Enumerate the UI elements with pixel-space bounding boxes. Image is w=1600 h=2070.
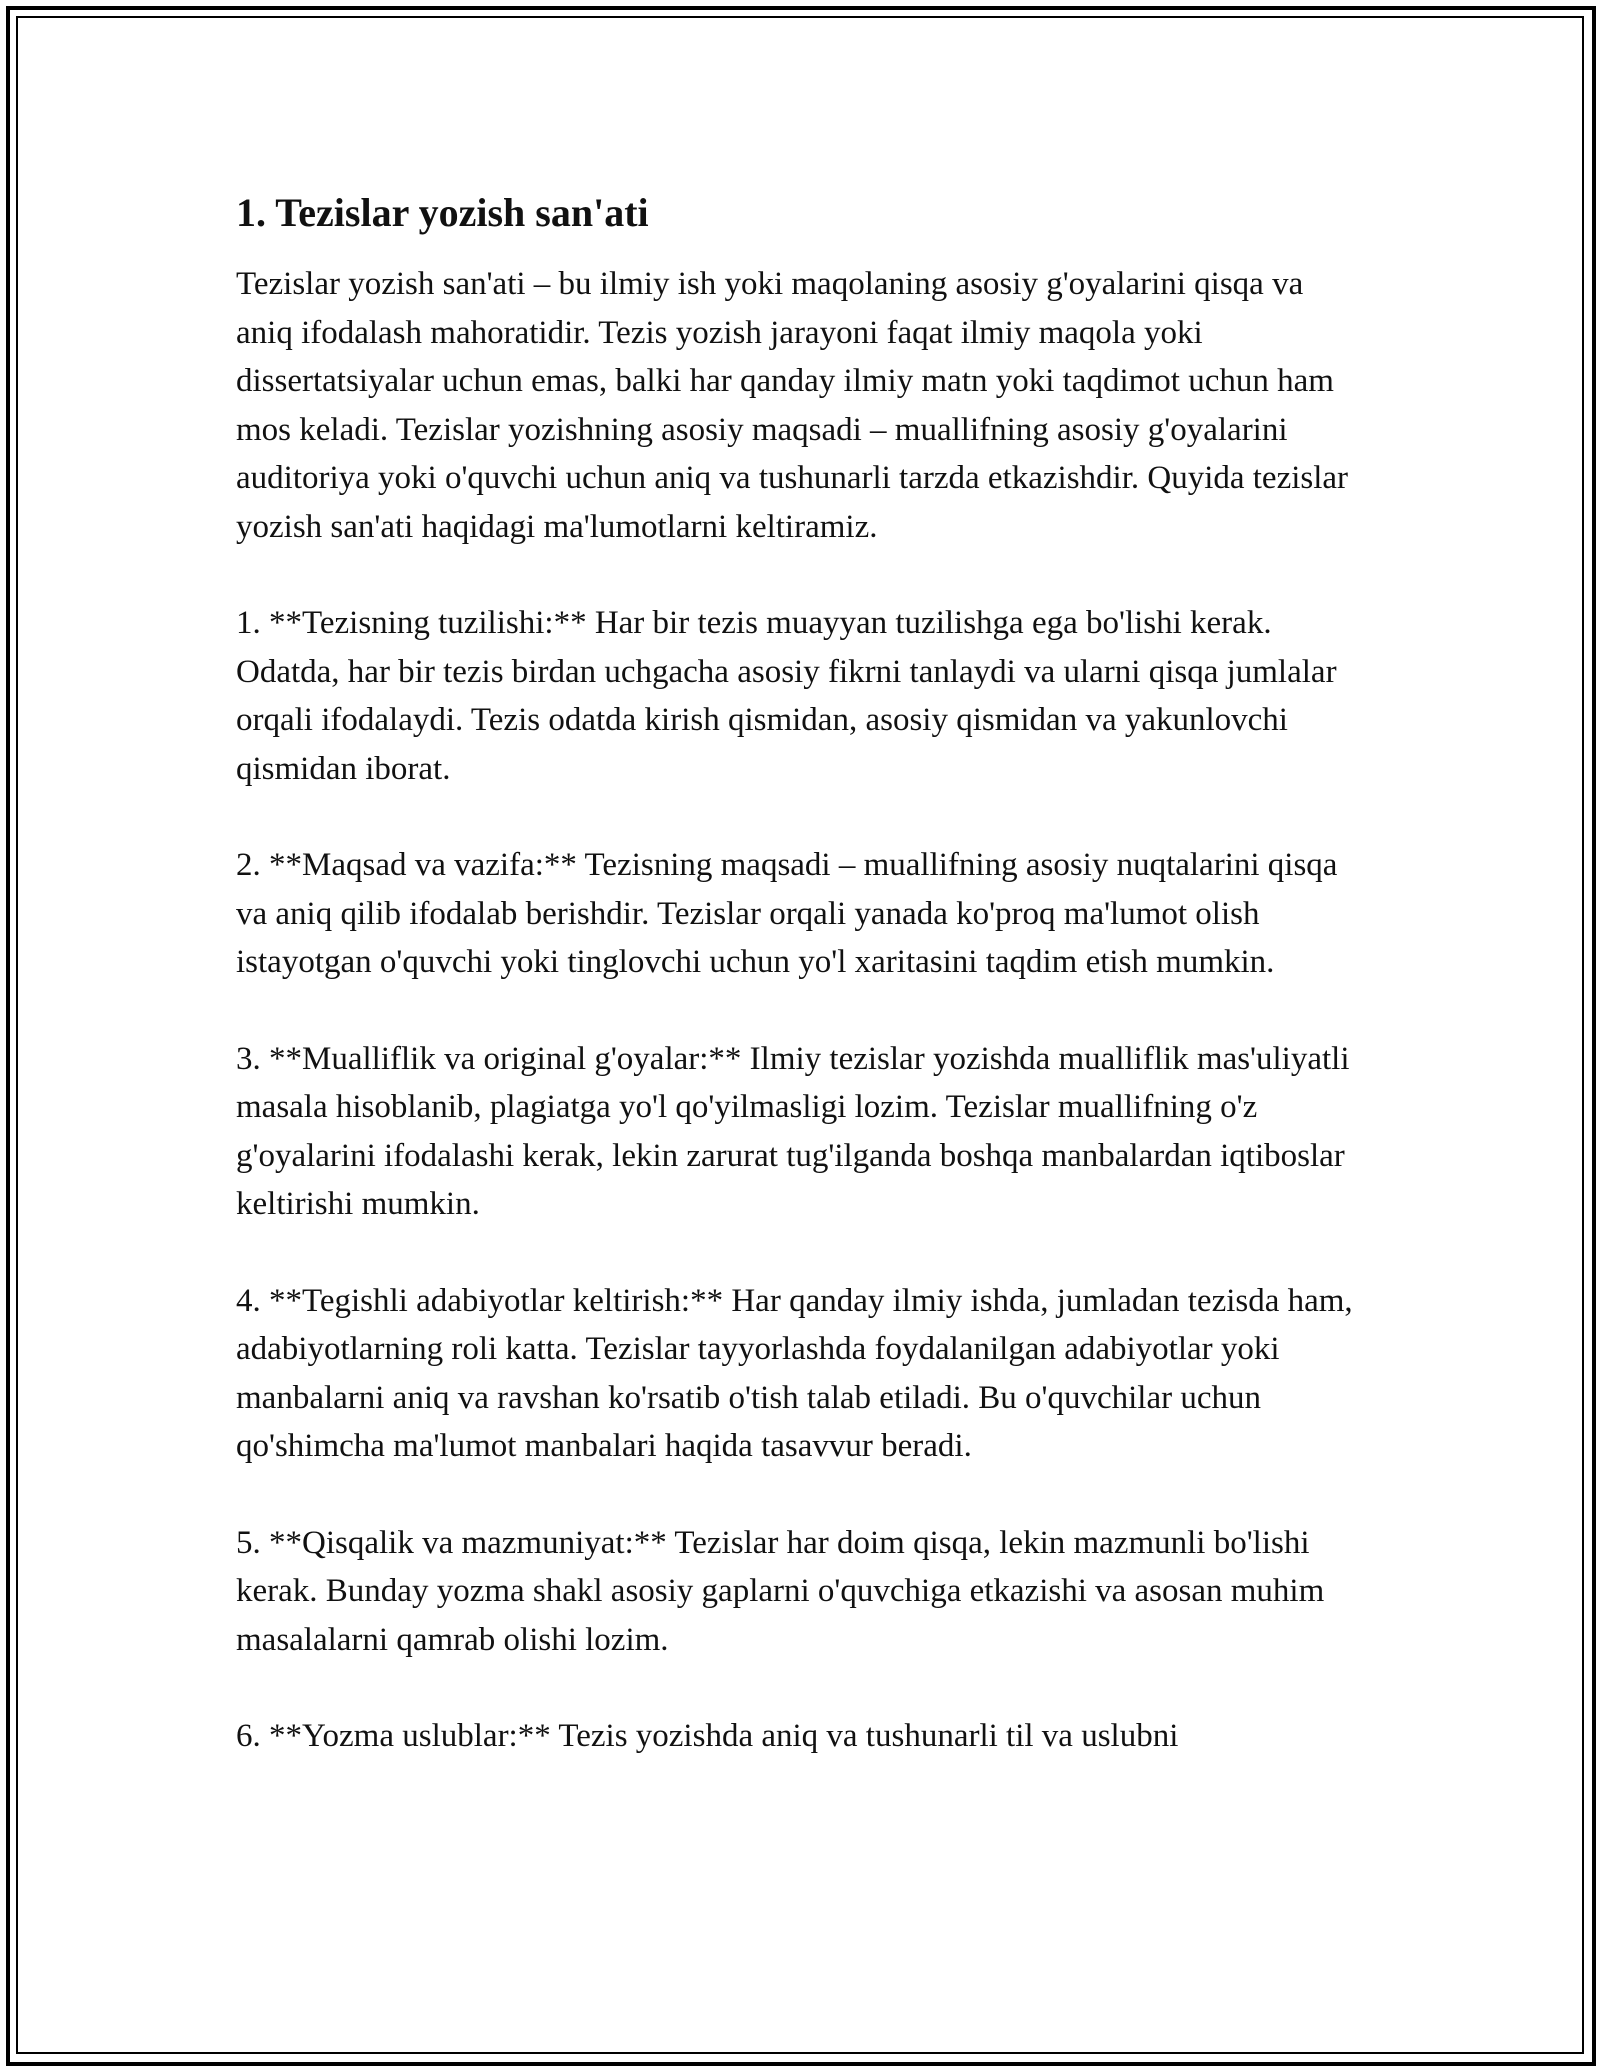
- paragraph-tezis-structure: 1. **Tezisning tuzilishi:** Har bir tezis muayyan tuzilishga ega bo'lishi kerak. Odatda, har bir tezis birdan uchgacha asosiy fikrni tanlaydi va ularni qisqa jumlalar orqali ifodalaydi. Tezis odatda kirish qismidan, asosiy qismidan va yakunlovchi qismidan iborat.: [236, 605, 1337, 787]
- paragraph-references: 4. **Tegishli adabiyotlar keltirish:** Har qanday ilmiy ishda, jumladan tezisda ham, adabiyotlarning roli katta. Tezislar tayyorlashda foydalanilgan adabiyotlar yoki manbalarni aniq va ravshan ko'rsatib o'tish talab etiladi. Bu o'quvchilar uchun qo'shimcha ma'lumot manbalari haqida tasavvur beradi.: [236, 1282, 1353, 1464]
- document-body: [236, 186, 1366, 1809]
- paragraph-purpose-task: 2. **Maqsad va vazifa:** Tezisning maqsadi – muallifning asosiy nuqtalarini qisqa va aniq qilib ifodalab berishdir. Tezislar orqali yanada ko'proq ma'lumot olish istayotgan o'quvchi yoki tinglovchi uchun yo'l xaritasini taqdim etish mumkin.: [236, 847, 1338, 980]
- paragraph-conciseness: 5. **Qisqalik va mazmuniyat:** Tezislar har doim qisqa, lekin mazmunli bo'lishi kerak. Bunday yozma shakl asosiy gaplarni o'quvchiga etkazishi va asosan muhim masalalarni qamrab olishi lozim.: [236, 1524, 1325, 1658]
- intro-paragraph: Tezislar yozish san'ati – bu ilmiy ish yoki maqolaning asosiy g'oyalarini qisqa va aniq ifodalash mahoratidir. Tezis yozish jarayoni faqat ilmiy maqola yoki dissertatsiyalar uchun emas, balki har qanday ilmiy matn yoki taqdimot uchun ham mos keladi. Tezislar yozishning asosiy maqsadi – muallifning asosiy g'oyalarini auditoriya yoki o'quvchi uchun aniq va tushunarli tarzda etkazishdir. Quyida tezislar yozish san'ati haqidagi ma'lumotlarni keltiramiz.: [236, 266, 1349, 545]
- paragraph-writing-styles: 6. **Yozma uslublar:** Tezis yozishda aniq va tushunarli til va uslubni: [236, 1718, 1179, 1754]
- document-heading: 1. Tezislar yozish san'ati: [236, 190, 649, 235]
- paragraph-authorship: 3. **Mualliflik va original g'oyalar:** Ilmiy tezislar yozishda mualliflik mas'uliyatli masala hisoblanib, plagiatga yo'l qo'yilmasligi lozim. Tezislar muallifning o'z g'oyalarini ifodalashi kerak, lekin zarurat tug'ilganda boshqa manbalardan iqtiboslar keltirishi mumkin.: [236, 1040, 1350, 1222]
